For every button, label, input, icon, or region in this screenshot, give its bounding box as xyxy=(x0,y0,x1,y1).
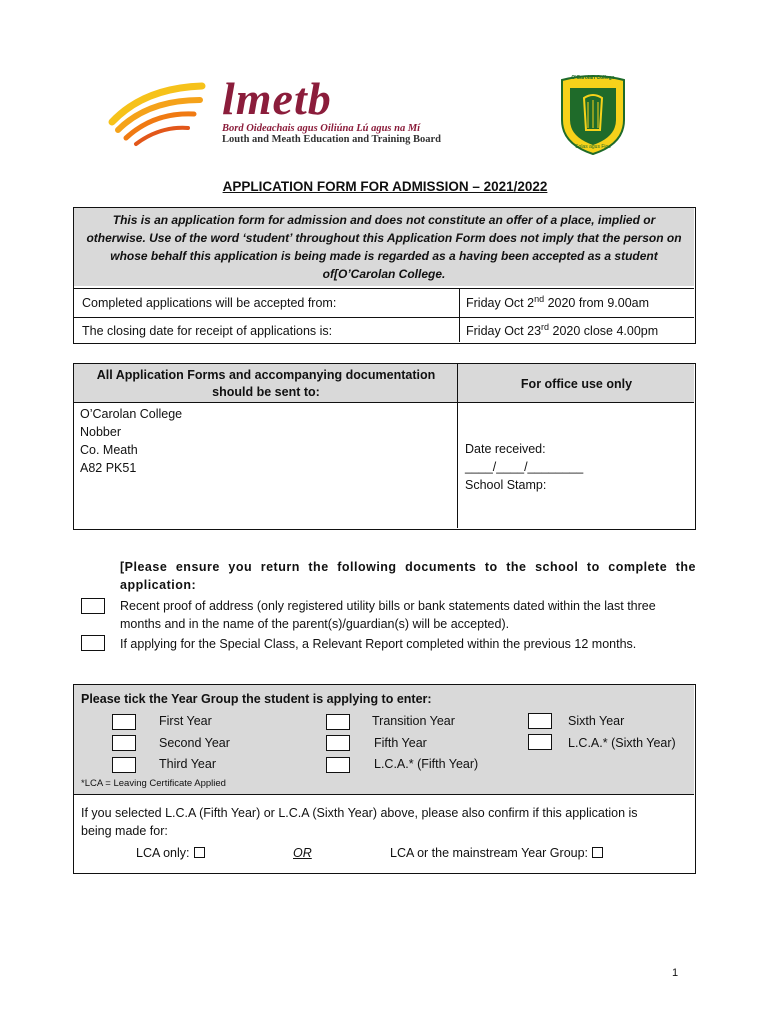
lca-fifth-year-checkbox[interactable] xyxy=(326,757,350,773)
date-received-blank: ____/____/________ xyxy=(465,460,584,474)
first-year-checkbox[interactable] xyxy=(112,714,136,730)
college-crest xyxy=(556,74,630,158)
accept-date-value: Friday Oct 2nd 2020 from 9.00am xyxy=(466,293,650,310)
send-to-heading: All Application Forms and accompanying documentation should be sent to: xyxy=(96,368,436,399)
address-line: A82 PK51 xyxy=(80,461,137,475)
address-block xyxy=(80,405,182,477)
year-group-box xyxy=(73,684,696,874)
form-title: APPLICATION FORM FOR ADMISSION – 2021/2022 xyxy=(222,179,548,194)
fifth-year-checkbox[interactable] xyxy=(326,735,350,751)
second-year-label: Second Year xyxy=(159,736,230,750)
school-stamp-label: School Stamp: xyxy=(465,478,547,492)
third-year-label: Third Year xyxy=(159,757,216,771)
or-label: OR xyxy=(293,846,312,860)
proof-of-address-checkbox[interactable] xyxy=(81,598,105,614)
lca-sixth-year-label: L.C.A.* (Sixth Year) xyxy=(568,736,676,750)
sunburst-icon xyxy=(104,78,222,148)
disclaimer-box xyxy=(73,207,696,344)
transition-year-checkbox[interactable] xyxy=(326,714,350,730)
address-line: Co. Meath xyxy=(80,443,138,457)
lca-question: If you selected L.C.A (Fifth Year) or L.C.A (Sixth Year) above, please also confirm if this application is being made for: xyxy=(81,806,638,838)
document-item: If applying for the Special Class, a Relevant Report completed within the previous 12 months. xyxy=(120,637,637,651)
lca-only-checkbox[interactable] xyxy=(194,847,205,858)
lca-fifth-year-label: L.C.A.* (Fifth Year) xyxy=(374,757,479,771)
lca-sixth-year-checkbox[interactable] xyxy=(528,734,552,750)
documents-intro: [Please ensure you return the following documents to the school to complete the application: xyxy=(120,560,696,592)
address-line: Nobber xyxy=(80,425,121,439)
transition-year-label: Transition Year xyxy=(372,714,455,728)
lca-only-option xyxy=(136,846,205,860)
mainstream-option xyxy=(390,846,603,860)
mainstream-label: LCA or the mainstream Year Group: xyxy=(390,846,589,860)
closing-date-label: The closing date for receipt of applications is: xyxy=(82,324,333,338)
lmetb-irish-name: Bord Oideachais agus Oiliúna Lú agus na Mí xyxy=(222,123,421,134)
disclaimer-text: This is an application form for admission and does not constitute an offer of a place, implied or otherwise. Use of the word ‘student’ throughout this Application Form does not imply that the person on whose behalf this application is being made is regarded as a having been accepted as a student of[O’Carolan College. xyxy=(74,208,694,286)
crest-motto: Solas agus Fios xyxy=(575,144,611,150)
fifth-year-label: Fifth Year xyxy=(374,736,427,750)
lmetb-english-name: Louth and Meath Education and Training Board xyxy=(222,134,442,145)
sixth-year-checkbox[interactable] xyxy=(528,713,552,729)
mainstream-checkbox[interactable] xyxy=(592,847,603,858)
second-year-checkbox[interactable] xyxy=(112,735,136,751)
lmetb-wordmark: lmetb xyxy=(222,73,332,124)
office-use-heading: For office use only xyxy=(520,377,633,391)
lca-only-label: LCA only: xyxy=(136,846,190,860)
third-year-checkbox[interactable] xyxy=(112,757,136,773)
page-number: 1 xyxy=(672,967,679,979)
address-office-box xyxy=(73,363,696,530)
office-fields xyxy=(465,440,583,494)
closing-date-value: Friday Oct 23rd 2020 close 4.00pm xyxy=(466,321,659,338)
crest-name: O'Carolan College xyxy=(571,75,615,81)
date-received-label: Date received: xyxy=(465,442,546,456)
lmetb-logo xyxy=(104,73,504,148)
year-group-heading: Please tick the Year Group the student is applying to enter: xyxy=(81,692,432,706)
relevant-report-checkbox[interactable] xyxy=(81,635,105,651)
document-item: Recent proof of address (only registered utility bills or bank statements dated within the last three months and in the name of the parent(s)/guardian(s) will be accepted). xyxy=(120,599,656,631)
address-line: O’Carolan College xyxy=(80,407,183,421)
accept-date-label: Completed applications will be accepted from: xyxy=(82,296,337,310)
first-year-label: First Year xyxy=(159,714,212,728)
sixth-year-label: Sixth Year xyxy=(568,714,625,728)
lca-footnote: *LCA = Leaving Certificate Applied xyxy=(81,778,226,789)
